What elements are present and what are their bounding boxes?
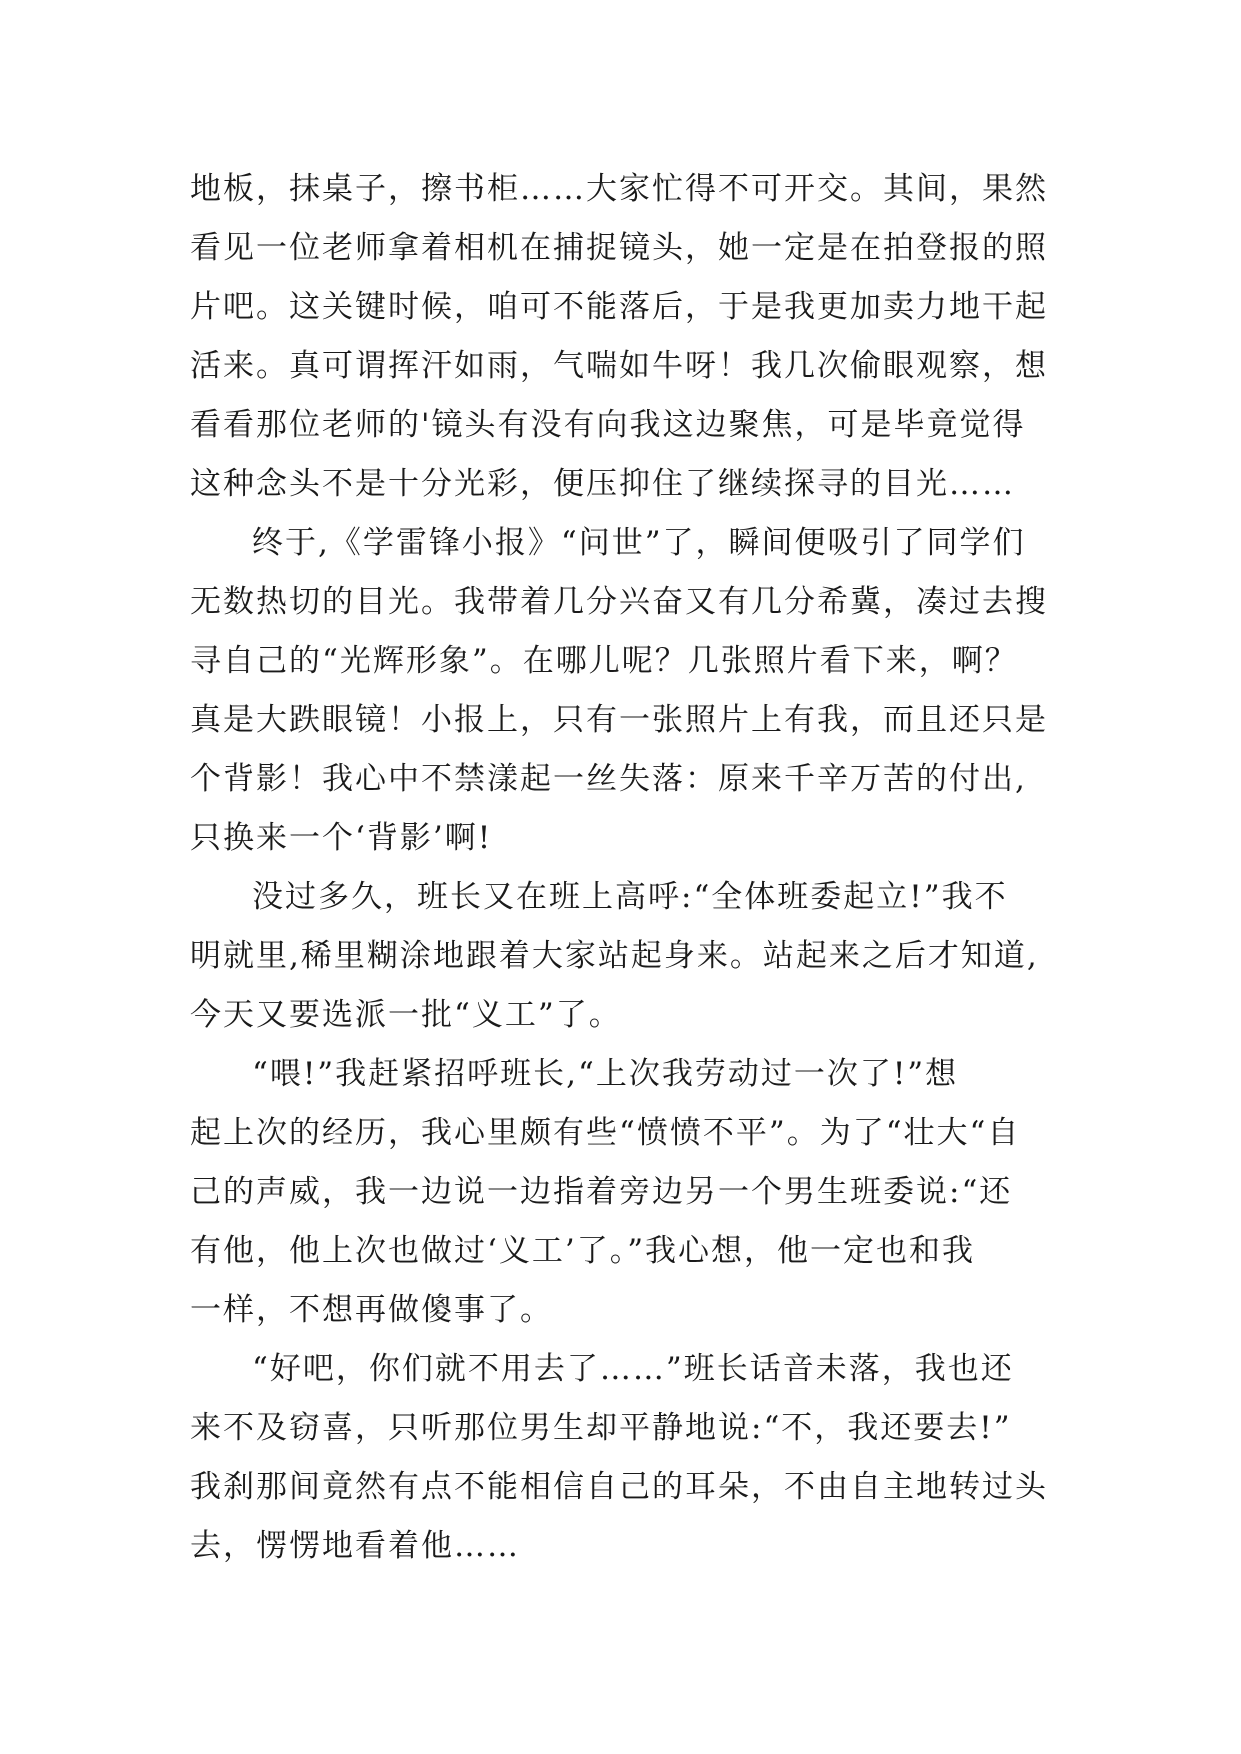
text-line: 没过多久，班长又在班上高呼:“全体班委起立!”我不 bbox=[252, 879, 1008, 915]
text-line: 个背影！我心中不禁漾起一丝失落：原来千辛万苦的付出, bbox=[190, 761, 1027, 797]
paragraph-3 bbox=[190, 868, 1070, 1045]
text-line: 明就里,稀里糊涂地跟着大家站起身来。站起来之后才知道, bbox=[190, 938, 1039, 974]
text-line: 寻自己的“光辉形象”。在哪儿呢？几张照片看下来，啊？ bbox=[190, 643, 1018, 679]
paragraph-1 bbox=[190, 160, 1070, 514]
text-line: 己的声威，我一边说一边指着旁边另一个男生班委说:“还 bbox=[190, 1174, 1013, 1210]
text-line: 只换来一个‘背影’啊! bbox=[190, 820, 493, 856]
text-line: 看见一位老师拿着相机在捕捉镜头，她一定是在拍登报的照 bbox=[190, 230, 1048, 266]
text-line: 无数热切的目光。我带着几分兴奋又有几分希冀，凑过去搜 bbox=[190, 584, 1048, 620]
paragraph-5 bbox=[190, 1340, 1070, 1576]
text-line: 片吧。这关键时候，咱可不能落后，于是我更加卖力地干起 bbox=[190, 289, 1048, 325]
text-line: 终于,《学雷锋小报》“问世”了，瞬间便吸引了同学们 bbox=[252, 525, 1026, 561]
text-line: 活来。真可谓挥汗如雨，气喘如牛呀！我几次偷眼观察，想 bbox=[190, 348, 1048, 384]
text-line: 去，愣愣地看着他…… bbox=[190, 1528, 520, 1564]
text-line: 今天又要选派一批“义工”了。 bbox=[190, 997, 622, 1033]
text-line: 有他，他上次也做过‘义工’了。”我心想，他一定也和我 bbox=[190, 1233, 976, 1269]
text-line: 起上次的经历，我心里颇有些“愤愤不平”。为了“壮大“自 bbox=[190, 1115, 1021, 1151]
paragraph-2 bbox=[190, 514, 1070, 868]
text-line: 这种念头不是十分光彩，便压抑住了继续探寻的目光…… bbox=[190, 466, 1015, 502]
body-text bbox=[190, 160, 1070, 1576]
text-line: “好吧，你们就不用去了……”班长话音未落，我也还 bbox=[252, 1351, 1014, 1387]
text-line: 地板，抹桌子，擦书柜……大家忙得不可开交。其间，果然 bbox=[190, 171, 1048, 207]
text-line: 看看那位老师的'镜头有没有向我这边聚焦，可是毕竟觉得 bbox=[190, 407, 1026, 443]
paragraph-4 bbox=[190, 1045, 1070, 1340]
text-line: “喂!”我赶紧招呼班长,“上次我劳动过一次了!”想 bbox=[252, 1056, 959, 1092]
text-line: 我刹那间竟然有点不能相信自己的耳朵，不由自主地转过头 bbox=[190, 1469, 1048, 1505]
text-line: 真是大跌眼镜！小报上，只有一张照片上有我，而且还只是 bbox=[190, 702, 1048, 738]
text-line: 一样，不想再做傻事了。 bbox=[190, 1292, 553, 1328]
text-line: 来不及窃喜，只听那位男生却平静地说:“不，我还要去!” bbox=[190, 1410, 1012, 1446]
